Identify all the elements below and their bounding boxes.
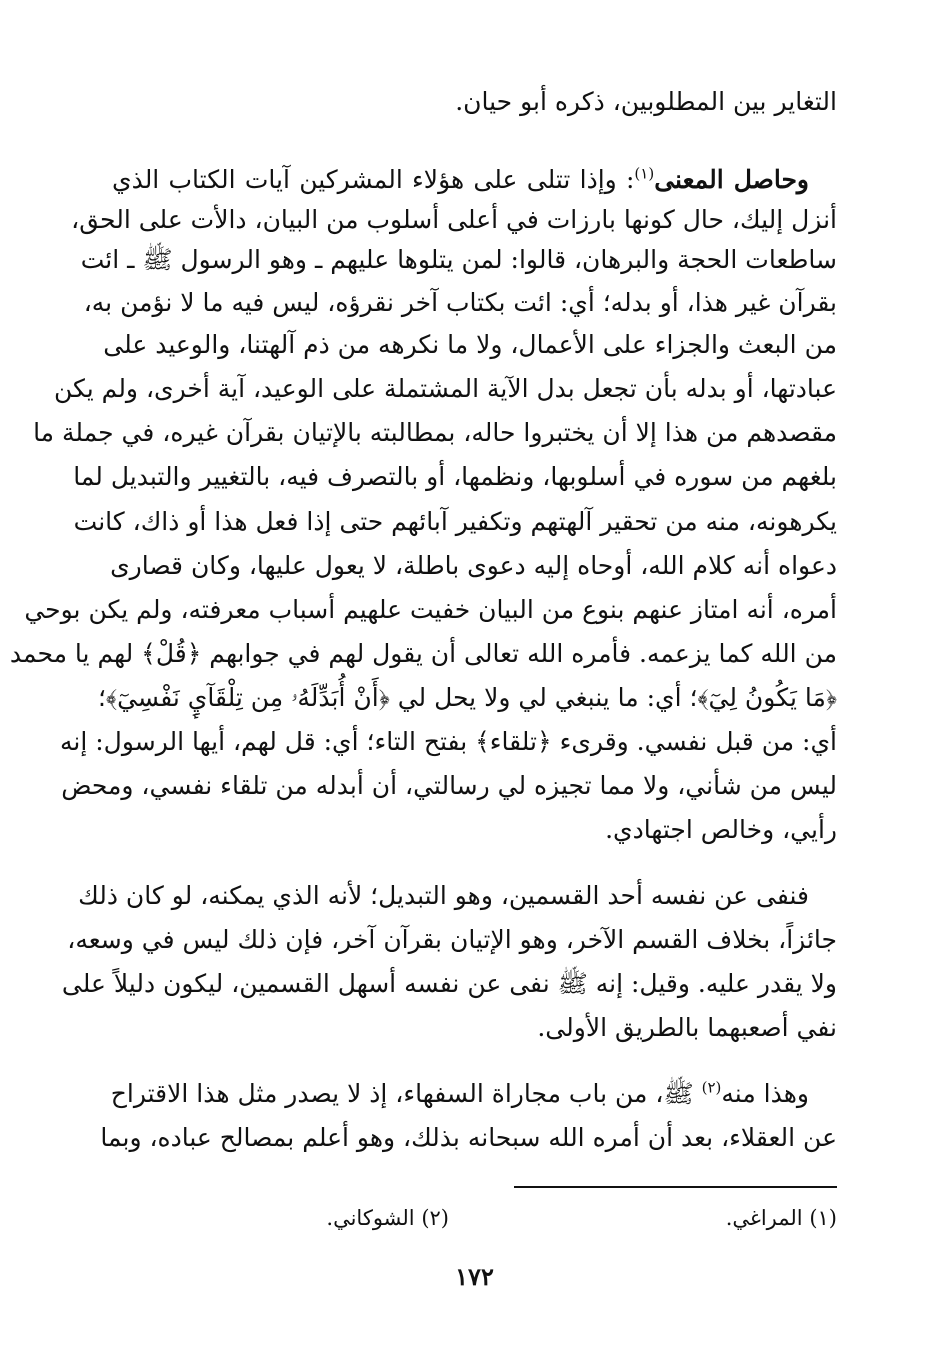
text-span: وهذا منه (721, 1079, 809, 1108)
section-heading: وحاصل المعنى (654, 165, 809, 194)
text-span: ، من باب مجاراة السفهاء، إذ لا يصدر مثل هذا الاقتراح (110, 1079, 664, 1108)
footnote-ref-2: (٢) (701, 1078, 722, 1097)
page-number: ١٧٢ (455, 1262, 494, 1291)
text-line-11: دعواه أنه كلام الله، أوحاه إليه دعوى باطلة، لا يعول عليها، وكان قصارى (110, 551, 837, 580)
text-line-14: ﴿مَا يَكُونُ لِيٓ﴾؛ أي: ما ينبغي لي ولا يحل لي ﴿أَنْ أُبَدِّلَهُۥ مِن تِلْقَآيِٕ نَفْسِيٓ﴾؛ (98, 683, 837, 712)
text-line-20: ولا يقدر عليه. وقيل: إنه ﷺ نفى عن نفسه أسهل القسمين، ليكون دليلاً على (61, 969, 837, 998)
text-line-8: مقصدهم من هذا إلا أن يختبروا حاله، بمطالبته بالإتيان بقرآن غيره، في جملة ما (33, 418, 837, 447)
text-line-1: التغاير بين المطلوبين، ذكره أبو حيان. (455, 87, 837, 116)
footnote-2: (٢) الشوكاني. (326, 1206, 449, 1230)
text-line-21: نفي أصعبهما بالطريق الأولى. (537, 1013, 837, 1042)
text-line-15: أي: من قبل نفسي. وقرىء ﴿تلقاء﴾ بفتح التاء؛ أي: قل لهم، أيها الرسول: إنه (59, 727, 837, 756)
text-line-3: أنزل إليك، حال كونها بارزات في أعلى أسلوب من البيان، دالأت على الحق، (71, 205, 837, 234)
text-span: آيات الكتاب الذي (112, 165, 290, 194)
text-line-13: من الله كما يزعمه. فأمره الله تعالى أن يقول لهم في جوابهم ﴿قُلْ﴾ لهم يا محمد (9, 639, 837, 668)
footnote-ref-1: (١) (634, 164, 655, 183)
text-line-9: بلغهم من سوره في أسلوبها، ونظمها، أو بالتصرف فيه، بالتغيير والتبديل لما (73, 462, 837, 491)
text-line-12: أمره، أنه امتاز عنهم بنوع من البيان خفيت علهيم أسباب معرفته، ولم يكن بوحي (24, 595, 837, 624)
text-line-7: عبادتها، أو بدله بأن تجعل بدل الآية المشتملة على الوعيد، آية أخرى، ولم يكن (53, 374, 837, 403)
text-line-22 (112, 1074, 809, 1114)
text-line-23: عن العقلاء، بعد أن أمره الله سبحانه بذلك، وهو أعلم بمصالح عباده، وبما (100, 1123, 837, 1152)
text-line-16: ليس من شأني، ولا مما تجيزه لي رسالتي، أن أبدله من تلقاء نفسي، ومحض (61, 771, 837, 800)
text-span: ﷺ (663, 1079, 702, 1108)
footnote-separator (514, 1186, 837, 1188)
text-line-5: بقرآن غير هذا، أو بدله؛ أي: ائت بكتاب آخر نقرؤه، ليس فيه ما لا نؤمن به، (83, 288, 837, 317)
text-line-4: ساطعات الحجة والبرهان، قالوا: لمن يتلوها عليهم ـ وهو الرسول ﷺ ـ ائت (80, 245, 837, 274)
text-line-18: فنفى عن نفسه أحد القسمين، وهو التبديل؛ لأنه الذي يمكنه، لو كان ذلك (78, 881, 809, 910)
text-line-2 (112, 160, 809, 200)
text-line-19: جائزاً، بخلاف القسم الآخر، وهو الإتيان بقرآن آخر، فإن ذلك ليس في وسعه، (67, 925, 837, 954)
footnote-1: (١) المراغي. (725, 1206, 837, 1230)
text-line-10: يكرهونه، منه من تحقير آلهتهم وتكفير آبائهم حتى إذا فعل هذا أو ذاك، كانت (73, 507, 837, 536)
text-span: : وإذا تتلى على هؤلاء المشركين (289, 165, 635, 194)
text-line-17: رأيي، وخالص اجتهادي. (605, 815, 837, 844)
text-line-6: من البعث والجزاء على الأعمال، ولا ما نكرهه من ذم آلهتنا، والوعيد على (103, 330, 837, 359)
